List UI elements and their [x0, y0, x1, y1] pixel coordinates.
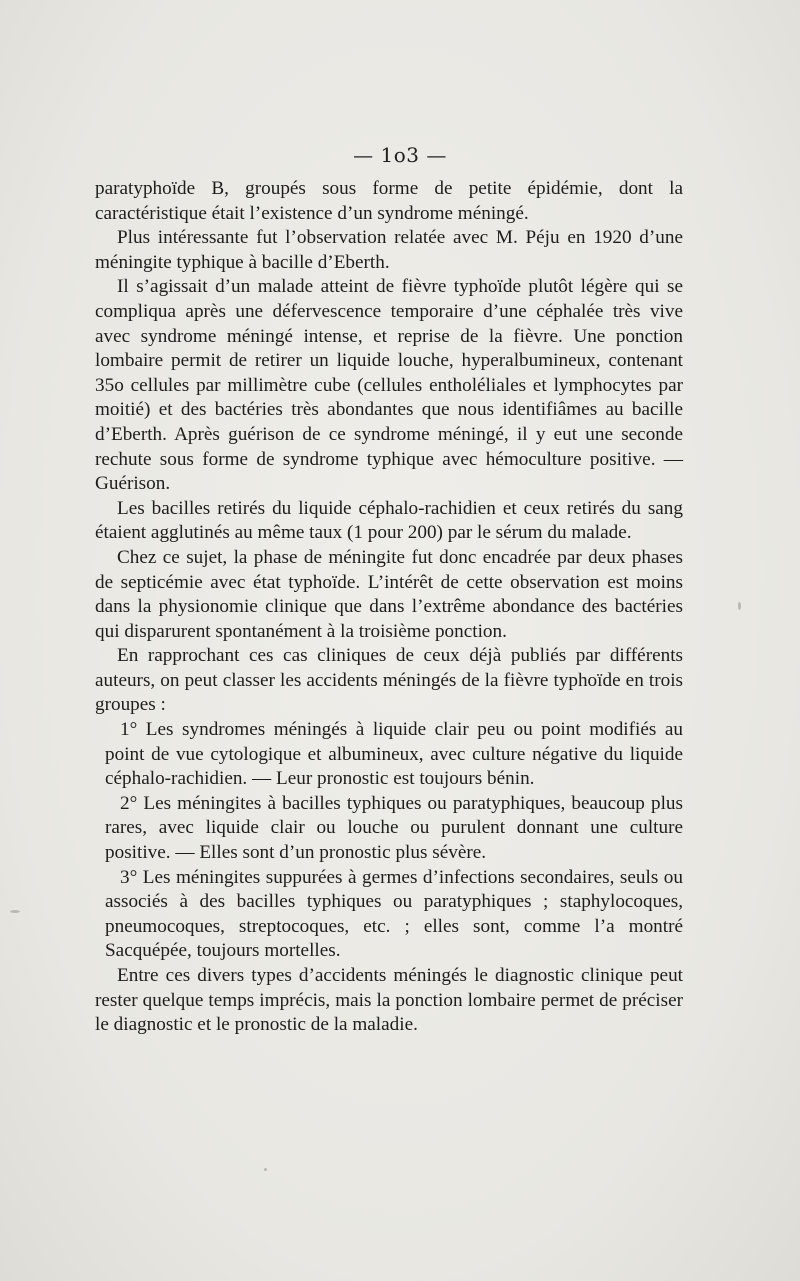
- paragraph-case-description: Il s’agissait d’un malade atteint de fièvre typhoïde plutôt légère qui se compliqua après une défervescence temporaire d’une céphalée très vive avec syndrome méningé intense, et reprise de la fièvre. Une ponction lombaire permit de retirer un liquide louche, hyperalbumineux, contenant 35o cellules par millimètre cube (cellules entholéliales et lymphocytes par moitié) et des bactéries très abondantes que nous identifiâmes au bacille d’Eberth. Après guérison de ce syndrome méningé, il y eut une seconde rechute sous forme de syndrome typhique avec hémoculture positive. — Guérison.: [95, 276, 683, 495]
- body-text: [95, 177, 683, 1038]
- paragraph-commentary: Chez ce sujet, la phase de méningite fut donc encadrée par deux phases de septicémie avec état typhoïde. L’intérêt de cette observation est moins dans la physionomie clinique que dans l’extrême abondance des bactéries qui disparurent spontanément à la troisième ponction.: [95, 546, 683, 642]
- paper-speck: [264, 1168, 267, 1171]
- page-number: — 1o3 —: [353, 143, 447, 167]
- paper-speck: [10, 910, 20, 913]
- paragraph-agglutination: Les bacilles retirés du liquide céphalo-rachidien et ceux retirés du sang étaient agglutinés au même taux (1 pour 200) par le sérum du malade.: [95, 497, 683, 544]
- paper-speck: [738, 602, 741, 610]
- paragraph-observation-intro: Plus intéressante fut l’observation relatée avec M. Péju en 1920 d’une méningite typhique à bacille d’Eberth.: [95, 227, 683, 273]
- paragraph-classification-intro: En rapprochant ces cas cliniques de ceux déjà publiés par différents auteurs, on peut classer les accidents méningés de la fièvre typhoïde en trois groupes :: [95, 645, 683, 716]
- list-item-group-2: 2° Les méningites à bacilles typhiques ou paratyphiques, beaucoup plus rares, avec liquide clair ou louche ou purulent donnant une culture positive. — Elles sont d’un pronostic plus sévère.: [105, 792, 683, 864]
- list-item-group-3: 3° Les méningites suppurées à germes d’infections secondaires, seuls ou associés à des bacilles typhiques ou paratyphiques ; staphylocoques, pneumocoques, streptocoques, etc. ; elles sont, comme l’a montré Sacquépée, toujours mortelles.: [105, 866, 683, 962]
- paragraph-continuation: paratyphoïde B, groupés sous forme de petite épidémie, dont la caractéristique était l’existence d’un syndrome méningé.: [95, 178, 683, 224]
- list-item-group-1: 1° Les syndromes méningés à liquide clair peu ou point modifiés au point de vue cytologique et albumineux, avec culture négative du liquide céphalo-rachidien. — Leur pronostic est toujours bénin.: [105, 719, 683, 790]
- paragraph-conclusion: Entre ces divers types d’accidents méningés le diagnostic clinique peut rester quelque temps imprécis, mais la ponction lombaire permet de préciser le diagnostic et le pronostic de la maladie.: [95, 965, 683, 1036]
